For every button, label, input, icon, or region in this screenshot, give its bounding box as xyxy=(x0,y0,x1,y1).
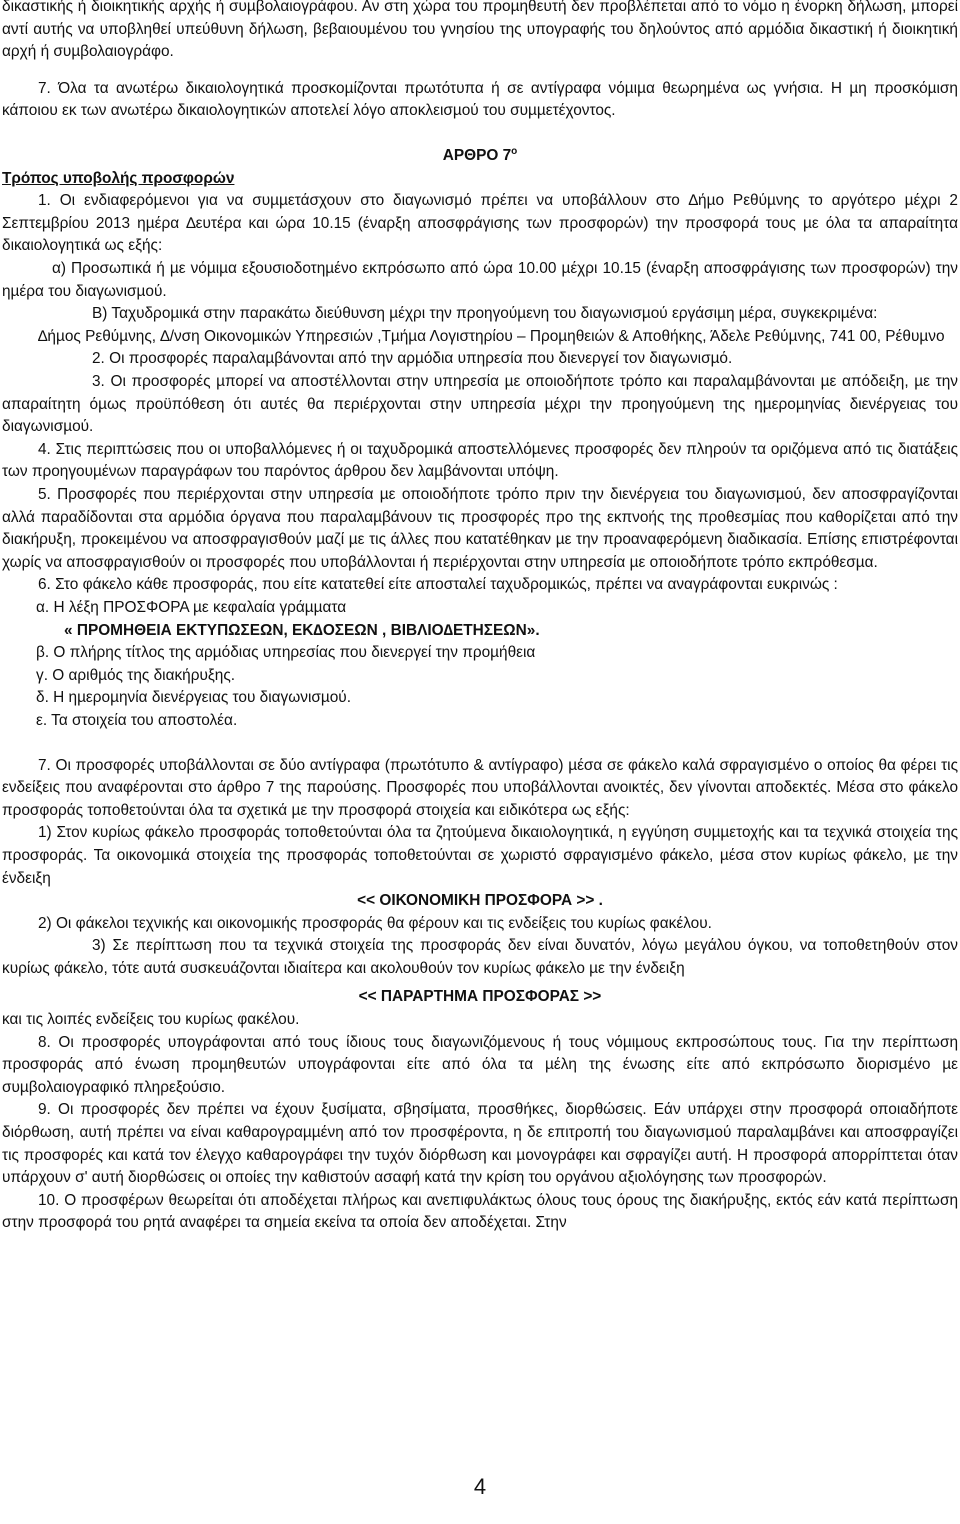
paragraph-1: 1. Οι ενδιαφερόµενοι για να συµµετάσχουν στο διαγωνισµό πρέπει να υποβάλλουν στο ∆ήµο Ρεθύµνης το αργότερο µέχρι 2 Σεπτεµβρίου 2013 ηµέρα ∆ευτέρα και ώρα 10.15 (έναρξη αποσφράγισης των προσφορών) την προσφορά τους µε όλα τα απαραίτητα δικαιολογητικά ως εξής: xyxy=(2,192,958,255)
article-heading xyxy=(0,141,960,168)
envelope-item-c: γ. Ο αριθµός της διακήρυξης. xyxy=(36,666,236,684)
paragraph-7-3-end: και τις λοιπές ενδείξεις του κυρίως φακέλου. xyxy=(2,1011,300,1029)
paragraph-2: 2. Οι προσφορές παραλαµβάνονται από την αρµόδια υπηρεσία που διενεργεί τον διαγωνισµό. xyxy=(92,350,733,368)
envelope-item-d: δ. Η ηµεροµηνία διενέργειας του διαγωνισµού. xyxy=(36,689,351,707)
article-title-sup: ο xyxy=(511,145,518,157)
page-number: 4 xyxy=(473,1474,487,1499)
paragraph-5: 5. Προσφορές που περιέρχονται στην υπηρεσία µε οποιοδήποτε τρόπο πριν την διενέργεια του διαγωνισµού, δεν αποσφραγίζονται αλλά παραδίδονται στα αρµόδια όργανα που παραλαµβάνουν τις προσφορές προ της εκπνοής της προθεσµίας που καθορίζεται από την διακήρυξη, προκειµένου να αποσφραγισθούν µαζί µε τις άλλες που κατατέθηκαν µε την προαναφερόµενη διαδικασία. Επίσης επιστρέφονται χωρίς να αποσφραγισθούν οι προσφορές που υποβάλλονται ή περιέρχονται στην υπηρεσία µε οποιοδήποτε τρόπο εκπρόθεσµα. xyxy=(2,486,958,571)
paragraph-1c: ∆ήµος Ρεθύµνης, ∆/νση Οικονοµικών Υπηρεσιών ,Τµήµα Λογιστηρίου – Προµηθειών & Αποθήκης, Άδελε Ρεθύµνης, 741 00, Ρέθυµνο xyxy=(38,327,945,345)
envelope-list xyxy=(0,597,960,733)
paragraph-8: 8. Οι προσφορές υπογράφονται από τους ίδιους τους διαγωνιζόµενους ή τους νόµιµους εκπροσώπους τους. Για την περίπτωση προσφοράς από ένωση προµηθευτών υπογράφονται είτε από όλα τα µέλη της ένωσης είτε από εκπρόσωπο διορισµένο µε συµβολαιογραφικό πληρεξούσιο. xyxy=(2,1033,958,1096)
paragraph-7-2: 2) Οι φάκελοι τεχνικής και οικονοµικής προσφοράς θα φέρουν και τις ενδείξεις του κυρίως φακέλου. xyxy=(38,914,712,932)
offer-annex-label: << ΠΑΡΑΡΤΗΜΑ ΠΡΟΣΦΟΡΑΣ >> xyxy=(358,988,602,1006)
paragraph-9: 9. Οι προσφορές δεν πρέπει να έχουν ξυσίµατα, σβησίµατα, προσθήκες, διορθώσεις. Εάν υπάρχει στην προσφορά οποιαδήποτε διόρθωση, αυτή πρέπει να είναι καθαρογραµµένη από τον προσφέροντα, η δε επιτροπή του διαγωνισµού παραλαµβάνει και αποσφραγίζει τις προσφορές και κατά τον έλεγχο καθαρογράφει την τυχόν διόρθωση και µονογράφει και σφραγίζει αυτή. Η προσφορά απορρίπτεται όταν υπάρχουν σ' αυτή διορθώσεις οι οποίες την καθιστούν ασαφή κατά την κρίση του οργάνου αξιολόγησης των προσφορών. xyxy=(2,1101,958,1187)
envelope-item-a: α. Η λέξη ΠΡΟΣΦΟΡΑ µε κεφαλαία γράµµατα xyxy=(36,598,347,616)
envelope-item-e: ε. Τα στοιχεία του αποστολέα. xyxy=(36,711,238,729)
prev-item-7: 7. Όλα τα ανωτέρω δικαιολογητικά προσκοµίζονται πρωτότυπα ή σε αντίγραφα νόµιµα θεωρηµένα ως γνήσια. Η µη προσκόµιση κάποιου εκ των ανωτέρω δικαιολογητικών αποτελεί λόγο αποκλεισµού του συµµετέχοντος. xyxy=(2,79,958,120)
paragraph-10: 10. Ο προσφέρων θεωρείται ότι αποδέχεται πλήρως και ανεπιφυλάκτως όλους τους όρους της διακήρυξης, εκτός εάν κατά περίπτωση στην προσφορά του ρητά αναφέρει τα σηµεία εκείνα τα οποία δεν αποδέχεται. Στην xyxy=(2,1191,958,1232)
intro-paragraph: δικαστικής ή διοικητικής αρχής ή συµβολαιογράφου. Αν στη χώρα του προµηθευτή δεν προβλέπεται από το νόµο η ένορκη δήλωση, µπορεί αντί αυτής να υποβληθεί υπεύθυνη δήλωση, βεβαιουµένου του γνησίου της υπογραφής του δηλούντος από αρµόδια δικαστική ή διοικητική αρχή ή συµβολαιογράφο. xyxy=(2,0,958,61)
paragraph-7: 7. Οι προσφορές υποβάλλονται σε δύο αντίγραφα (πρωτότυπο & αντίγραφο) µέσα σε φάκελο καλά σφραγισµένο ο οποίος θα φέρει τις ενδείξεις που αναφέρονται στο άρθρο 7 της παρούσης. Προσφορές που υποβάλλονται ανοικτές, δεν γίνονται αποδεκτές. Μέσα στο φάκελο προσφοράς τοποθετούνται όλα τα σχετικά µε την προσφορά στοιχεία και ειδικότερα ως εξής: xyxy=(2,756,958,819)
article-title: ΑΡΘΡΟ 7 xyxy=(442,147,512,165)
paragraph-7-1: 1) Στον κυρίως φάκελο προσφοράς τοποθετούνται όλα τα ζητούµενα δικαιολογητικά, η εγγύηση συµµετοχής και τα τεχνικά στοιχεία της προσφοράς. Τα οικονοµικά στοιχεία της προσφοράς τοποθετούνται σε χωριστό σφραγισµένο φάκελο, µέσα στον κυρίως φάκελο, µε την ένδειξη xyxy=(2,824,958,887)
paragraph-1b: Β) Ταχυδροµικά στην παρακάτω διεύθυνση µέχρι την προηγούµενη του διαγωνισµού εργάσιµη µέρα, συγκεκριµένα: xyxy=(92,305,878,323)
financial-offer-label: << ΟΙΚΟΝΟΜΙΚΗ ΠΡΟΣΦΟΡΑ >> . xyxy=(357,892,603,910)
paragraph-1a: α) Προσωπικά ή µε νόµιµα εξουσιοδοτηµένο εκπρόσωπο από ώρα 10.00 µέχρι 10.15 (έναρξη αποσφράγισης των προσφορών) την ηµέρα του διαγωνισµού. xyxy=(2,260,958,300)
paragraph-6: 6. Στο φάκελο κάθε προσφοράς, που είτε κατατεθεί είτε αποσταλεί ταχυδροµικώς, πρέπει να αναγράφονται ευκρινώς : xyxy=(38,576,838,594)
envelope-item-a-title: « ΠΡΟΜΗΘΕΙΑ ΕΚΤΥΠΩΣΕΩΝ, ΕΚ∆ΟΣΕΩΝ , ΒΙΒΛΙΟ∆ΕΤΗΣΕΩΝ». xyxy=(64,621,540,639)
article-subtitle: Τρόπος υποβολής προσφορών xyxy=(2,169,235,187)
paragraph-4: 4. Στις περιπτώσεις που οι υποβαλλόµενες ή οι ταχυδροµικά αποστελλόµενες προσφορές δεν πληρούν τα οριζόµενα από τις διατάξεις των προηγουµένων παραγράφων του παρόντος άρθρου δεν λαµβάνονται υπόψη. xyxy=(2,440,958,481)
paragraph-7-3: 3) Σε περίπτωση που τα τεχνικά στοιχεία της προσφοράς δεν είναι δυνατόν, λόγω µεγάλου όγκου, να τοποθετηθούν στον κυρίως φάκελο, τότε αυτά συσκευάζονται ιδιαίτερα και ακολουθούν τον κυρίως φάκελο µε την ένδειξη xyxy=(2,937,958,977)
envelope-item-b: β. Ο πλήρης τίτλος της αρµόδιας υπηρεσίας που διενεργεί την προµήθεια xyxy=(36,644,536,662)
paragraph-3: 3. Οι προσφορές µπορεί να αποστέλλονται στην υπηρεσία µε οποιοδήποτε τρόπο και παραλαµβάνονται µε απόδειξη, µε την απαραίτητη όµως προϋπόθεση ότι αυτές θα περιέρχονται στην υπηρεσία µέχρι την προηγούµενη της ηµεροµηνίας διενέργειας του διαγωνισµού. xyxy=(2,373,958,436)
